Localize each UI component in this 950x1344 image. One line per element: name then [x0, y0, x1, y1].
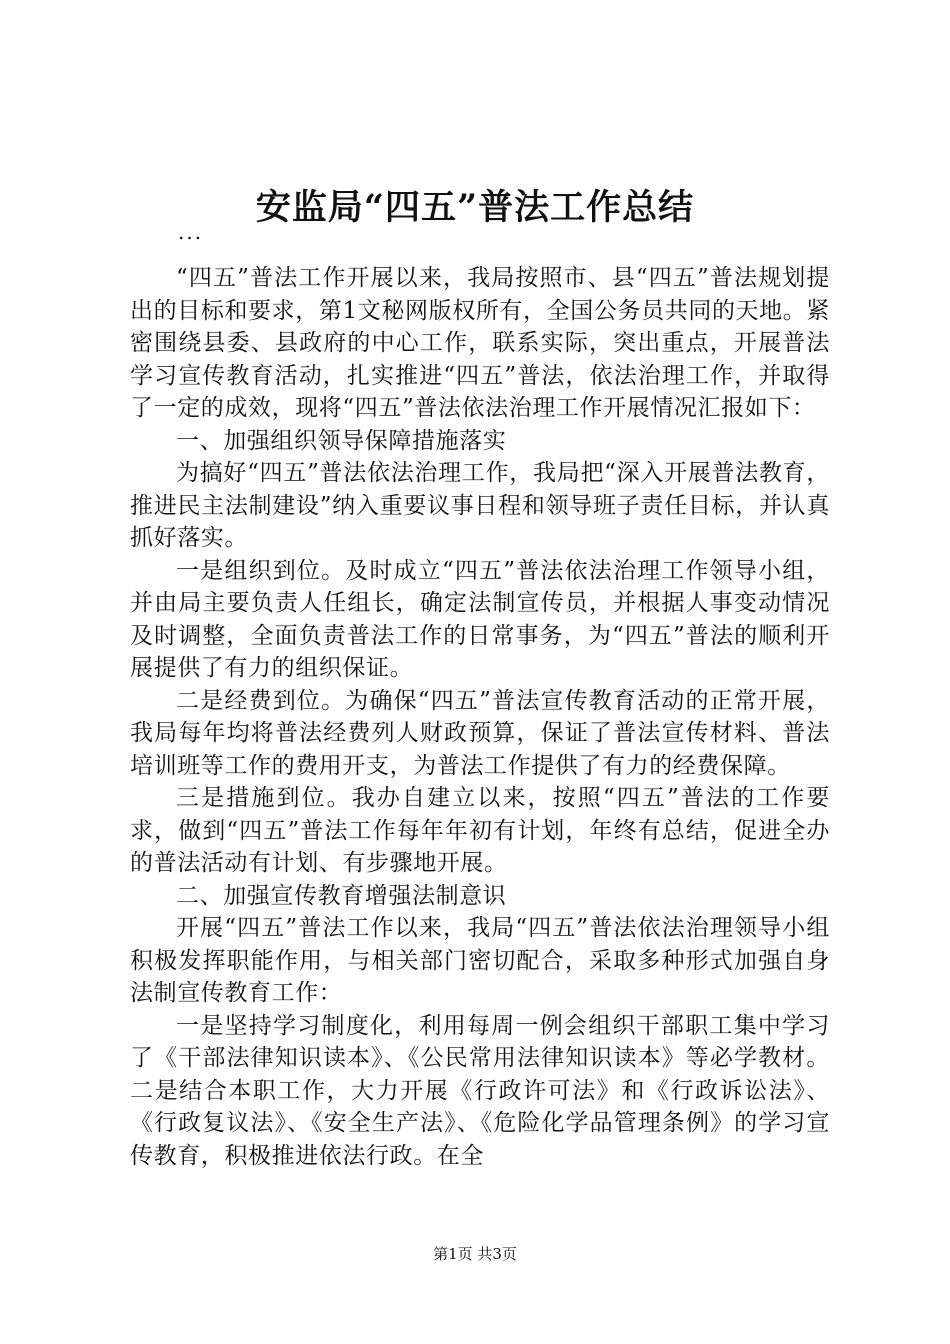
paragraph: 为搞好“四五”普法依法治理工作，我局把“深入开展普法教育，推进民主法制建设”纳入重要议事日程和领导班子责任目标，并认真抓好落实。 — [130, 460, 830, 551]
document-body — [130, 262, 830, 1172]
paragraph: 一是坚持学习制度化，利用每周一例会组织干部职工集中学习了《干部法律知识读本》、《公民常用法律知识读本》等必学教材。二是结合本职工作，大力开展《行政许可法》和《行政诉讼法》、《行政复议法》、《安全生产法》、《危险化学品管理条例》的学习宣传教育，积极推进依法行政。在全 — [130, 1012, 830, 1169]
paragraph: 三是措施到位。我办自建立以来，按照“四五”普法的工作要求，做到“四五”普法工作每年年初有计划，年终有总结，促进全办的普法活动有计划、有步骤地开展。 — [130, 785, 830, 876]
paragraph: 开展“四五”普法工作以来，我局“四五”普法依法治理领导小组积极发挥职能作用，与相关部门密切配合，采取多种形式加强自身法制宣传教育工作： — [130, 915, 830, 1006]
section-heading-2: 二、加强宣传教育增强法制意识 — [176, 882, 507, 909]
paragraph-intro: “四五”普法工作开展以来，我局按照市、县“四五”普法规划提出的目标和要求，第1文秘网版权所有，全国公务员共同的天地。紧密围绕县委、县政府的中心工作，联系实际，突出重点，开展普法学习宣传教育活动，扎实推进“四五”普法，依法治理工作，并取得了一定的成效，现将“四五”普法依法治理工作开展情况汇报如下： — [130, 265, 830, 421]
paragraph: 二是经费到位。为确保“四五”普法宣传教育活动的正常开展，我局每年均将普法经费列人财政预算，保证了普法宣传材料、普法培训班等工作的费用开支，为普法工作提供了有力的经费保障。 — [130, 687, 830, 779]
section-heading-1: 一、加强组织领导保障措施落实 — [176, 427, 507, 454]
paragraph: 一是组织到位。及时成立“四五”普法依法治理工作领导小组，并由局主要负责人任组长，确定法制宣传员，并根据人事变动情况及时调整，全面负责普法工作的日常事务，为“四五”普法的顺利开展提供了有力的组织保证。 — [130, 557, 830, 681]
document-title: 安监局“四五”普法工作总结 — [255, 187, 695, 228]
page-footer: 第1页 共3页 — [433, 1245, 517, 1263]
ellipsis-marker: ... — [178, 220, 204, 244]
